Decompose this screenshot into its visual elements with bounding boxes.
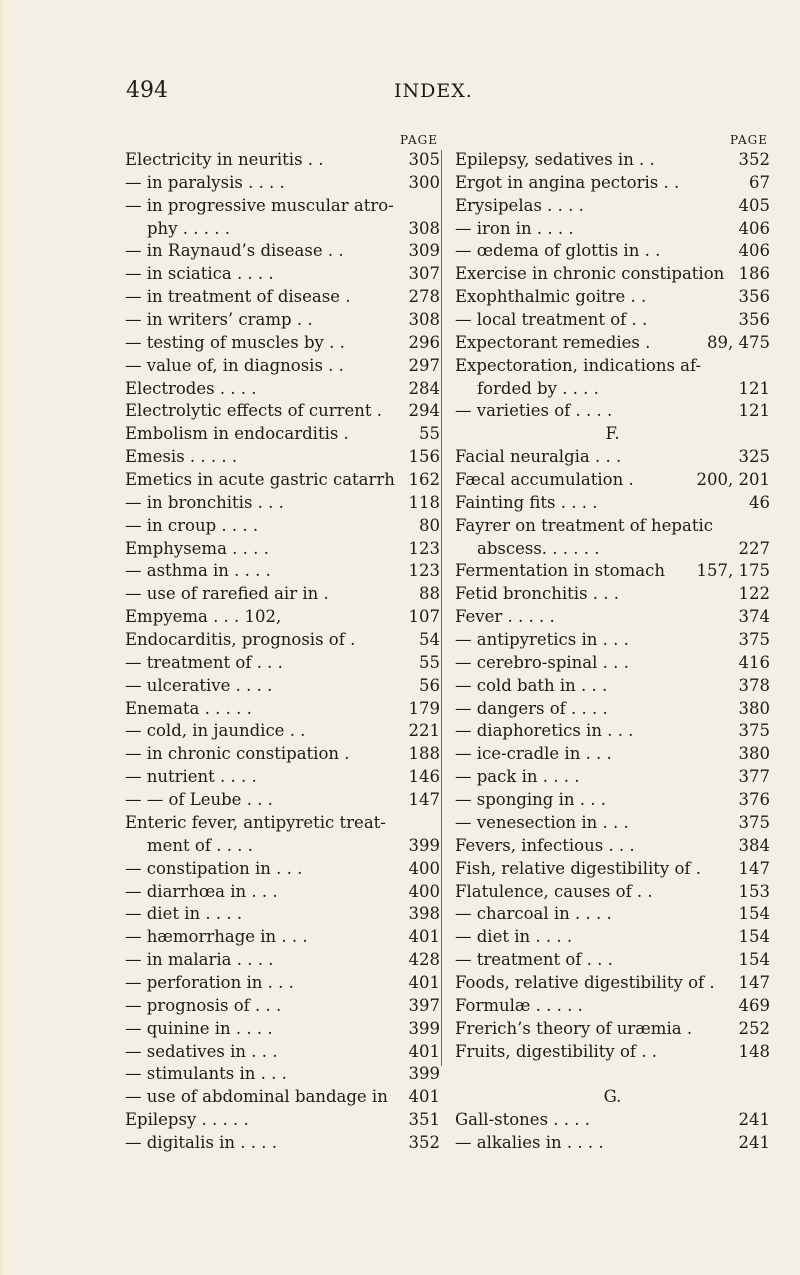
index-entry xyxy=(125,309,440,332)
index-entry-page: 428 xyxy=(408,950,440,970)
index-entry xyxy=(125,698,440,721)
index-entry-text: — in chronic constipation . xyxy=(125,744,350,764)
index-entry xyxy=(455,172,770,195)
index-entry-text: Exophthalmic goitre . . xyxy=(455,287,647,307)
index-entry-text: — in progressive muscular atro- xyxy=(125,195,394,215)
index-entry xyxy=(125,560,440,583)
index-entry xyxy=(125,629,440,652)
index-entry-text: — in sciatica . . . . xyxy=(125,264,274,284)
index-entry xyxy=(125,766,440,789)
page-column-label: PAGE xyxy=(400,133,438,147)
index-entry-text: — diaphoretics in . . . xyxy=(455,721,634,741)
index-entry-page: 406 xyxy=(738,218,770,238)
index-entry xyxy=(455,1109,770,1132)
index-entry-text: — in treatment of disease . xyxy=(125,287,351,307)
index-entry-text: — antipyretics in . . . xyxy=(455,630,629,650)
index-entry-page: 294 xyxy=(408,401,440,421)
index-entry xyxy=(455,1018,770,1041)
index-entry-text: — dangers of . . . . xyxy=(455,698,608,718)
index-entry-text: — diet in . . . . xyxy=(125,904,243,924)
index-entry-text: — venesection in . . . xyxy=(455,812,629,832)
index-entry xyxy=(455,332,770,355)
index-entry xyxy=(125,240,440,263)
index-entry-text: — cerebro-spinal . . . xyxy=(455,652,629,672)
index-entry-page: 188 xyxy=(408,744,440,764)
index-entry xyxy=(125,812,440,835)
index-entry xyxy=(455,972,770,995)
index-entry-text: Formulæ . . . . . xyxy=(455,995,583,1015)
index-entry-page: 147 xyxy=(738,858,770,878)
index-entry xyxy=(455,240,770,263)
index-entry xyxy=(125,1132,440,1155)
index-entry-text: — cold, in jaundice . . xyxy=(125,721,306,741)
index-entry-page: 400 xyxy=(408,881,440,901)
index-entry-page: 416 xyxy=(738,652,770,672)
index-entry-page: 55 xyxy=(419,424,440,444)
index-entry-text: — digitalis in . . . . xyxy=(125,1132,278,1152)
index-entry-text: Fever . . . . . xyxy=(455,607,555,627)
index-entry-page: 107 xyxy=(408,607,440,627)
index-entry-text: — varieties of . . . . xyxy=(455,401,613,421)
index-entry xyxy=(455,515,770,538)
index-entry-text: — œdema of glottis in . . xyxy=(455,241,661,261)
index-entry xyxy=(455,675,770,698)
index-entry-page: 148 xyxy=(738,1041,770,1061)
index-entry-text: — treatment of . . . xyxy=(125,652,283,672)
index-entry-page: 406 xyxy=(738,241,770,261)
index-entry-text: forded by . . . . xyxy=(477,378,599,398)
index-entry-text: — pack in . . . . xyxy=(455,767,580,787)
index-entry-page: 154 xyxy=(738,950,770,970)
index-entry-page: 157, 175 xyxy=(696,561,770,581)
index-entry-text: — in writers’ cramp . . xyxy=(125,310,313,330)
index-entry xyxy=(125,149,440,172)
index-entry xyxy=(455,743,770,766)
index-entry xyxy=(455,629,770,652)
index-entry xyxy=(125,469,440,492)
index-entry xyxy=(125,972,440,995)
index-entry xyxy=(455,698,770,721)
index-entry-page: 375 xyxy=(738,721,770,741)
index-entry-text: Flatulence, causes of . . xyxy=(455,881,653,901)
index-entry xyxy=(125,583,440,606)
index-entry-text: — testing of muscles by . . xyxy=(125,332,345,352)
index-entry xyxy=(125,1086,440,1109)
index-entry xyxy=(125,858,440,881)
index-entry-text: Empyema . . . 102, xyxy=(125,607,282,627)
index-entry-text: Fermentation in stomach xyxy=(455,561,665,581)
index-entry xyxy=(125,332,440,355)
index-entry-page: 309 xyxy=(408,241,440,261)
index-entry-page: 401 xyxy=(408,972,440,992)
index-entry xyxy=(125,949,440,972)
left-index-column xyxy=(125,132,440,1155)
index-entry-page: 305 xyxy=(408,150,440,169)
page-header xyxy=(126,78,726,108)
index-entry-text: Electrolytic effects of current . xyxy=(125,401,383,421)
right-index-column xyxy=(455,132,770,1155)
index-entry xyxy=(125,515,440,538)
index-entry-text: — asthma in . . . . xyxy=(125,561,271,581)
index-entry xyxy=(125,1109,440,1132)
section-letter: F. xyxy=(605,424,620,444)
index-entry-page: 374 xyxy=(738,607,770,627)
index-entry xyxy=(455,309,770,332)
index-entry-text: Fetid bronchitis . . . xyxy=(455,584,620,604)
index-entry xyxy=(455,1132,770,1155)
index-entry xyxy=(455,492,770,515)
index-entry-text: Expectorant remedies . xyxy=(455,332,651,352)
index-entry xyxy=(125,446,440,469)
index-entry xyxy=(125,606,440,629)
index-entry xyxy=(455,583,770,606)
index-entry-page: 380 xyxy=(738,744,770,764)
index-entry-page: 241 xyxy=(738,1132,770,1152)
index-entry xyxy=(455,263,770,286)
index-entry-page: 375 xyxy=(738,812,770,832)
index-entry xyxy=(455,789,770,812)
section-letter: G. xyxy=(603,1087,622,1107)
index-entry xyxy=(455,1041,770,1064)
index-entry xyxy=(125,1041,440,1064)
index-entry xyxy=(125,423,440,446)
index-entry xyxy=(455,858,770,881)
index-entry-text: Fevers, infectious . . . xyxy=(455,835,635,855)
index-entry xyxy=(455,378,770,401)
index-entry xyxy=(455,606,770,629)
index-entry-text: — quinine in . . . . xyxy=(125,1018,273,1038)
index-entry-page: 89, 475 xyxy=(707,332,770,352)
index-entry-page: 54 xyxy=(419,630,440,650)
index-entry-text: — in malaria . . . . xyxy=(125,950,274,970)
index-entry xyxy=(455,286,770,309)
index-entry-text: — in Raynaud’s disease . . xyxy=(125,241,344,261)
index-entry xyxy=(455,949,770,972)
index-entry-text: Gall-stones . . . . xyxy=(455,1110,590,1130)
index-entry-page: 88 xyxy=(419,584,440,604)
index-entry-page: 80 xyxy=(419,515,440,535)
index-entry-page: 147 xyxy=(408,790,440,810)
index-entry-text: — use of abdominal bandage in xyxy=(125,1087,388,1107)
index-entry-text: Erysipelas . . . . xyxy=(455,195,584,215)
index-entry-page: 146 xyxy=(408,767,440,787)
index-entry-page: 46 xyxy=(749,492,770,512)
index-entry-text: — perforation in . . . xyxy=(125,972,294,992)
index-entry-page: 384 xyxy=(738,835,770,855)
index-entry-text: Enteric fever, antipyretic treat- xyxy=(125,812,386,832)
index-entry xyxy=(125,926,440,949)
index-entry xyxy=(455,835,770,858)
index-entry xyxy=(125,172,440,195)
section-letter-heading xyxy=(455,423,770,446)
index-entry-text: — hæmorrhage in . . . xyxy=(125,927,308,947)
index-entry-page: 308 xyxy=(408,310,440,330)
index-entry-text: Enemata . . . . . xyxy=(125,698,252,718)
index-entry-page: 179 xyxy=(408,698,440,718)
index-entry-page: 352 xyxy=(738,150,770,169)
page-number: 494 xyxy=(126,78,168,103)
index-entry xyxy=(125,538,440,561)
index-entry-text: — sponging in . . . xyxy=(455,790,606,810)
index-entry xyxy=(125,1018,440,1041)
index-entry-page: 221 xyxy=(408,721,440,741)
index-entry-text: — charcoal in . . . . xyxy=(455,904,612,924)
index-entry xyxy=(455,195,770,218)
index-entry-text: Facial neuralgia . . . xyxy=(455,447,622,467)
index-entry-text: Fainting fits . . . . xyxy=(455,492,598,512)
page-column-label: PAGE xyxy=(730,133,768,147)
index-entry-page: 123 xyxy=(408,538,440,558)
index-entry-page: 227 xyxy=(738,538,770,558)
index-entry xyxy=(455,218,770,241)
index-entry xyxy=(125,743,440,766)
index-entry xyxy=(125,286,440,309)
index-entry-page: 378 xyxy=(738,675,770,695)
index-entry-page: 356 xyxy=(738,287,770,307)
index-entry-page: 297 xyxy=(408,355,440,375)
index-entry xyxy=(125,1063,440,1086)
index-entry xyxy=(455,149,770,172)
index-entry-page: 123 xyxy=(408,561,440,581)
index-entry-page: 241 xyxy=(738,1110,770,1130)
index-entry-text: — stimulants in . . . xyxy=(125,1064,287,1084)
index-entry-list xyxy=(455,149,770,1155)
index-entry-text: Foods, relative digestibility of . xyxy=(455,972,715,992)
index-entry-text: — ice-cradle in . . . xyxy=(455,744,612,764)
index-entry-text: Frerich’s theory of uræmia . xyxy=(455,1018,693,1038)
index-entry-page: 156 xyxy=(408,447,440,467)
index-entry-page: 400 xyxy=(408,858,440,878)
index-entry-page: 56 xyxy=(419,675,440,695)
index-entry-text: — — of Leube . . . xyxy=(125,790,273,810)
index-entry-page: 399 xyxy=(408,1018,440,1038)
index-entry-text: Embolism in endocarditis . xyxy=(125,424,349,444)
index-entry-text: — iron in . . . . xyxy=(455,218,574,238)
index-entry-text: — alkalies in . . . . xyxy=(455,1132,604,1152)
index-entry-text: — prognosis of . . . xyxy=(125,995,282,1015)
index-entry-text: — cold bath in . . . xyxy=(455,675,608,695)
index-entry xyxy=(455,995,770,1018)
index-entry-page: 401 xyxy=(408,927,440,947)
page-binding-edge xyxy=(0,0,14,1275)
index-entry xyxy=(455,881,770,904)
index-entry xyxy=(455,903,770,926)
index-entry xyxy=(125,263,440,286)
index-entry-text: — sedatives in . . . xyxy=(125,1041,278,1061)
index-entry-page: 377 xyxy=(738,767,770,787)
index-entry-page: 147 xyxy=(738,972,770,992)
index-entry-text: Ergot in angina pectoris . . xyxy=(455,172,680,192)
index-entry-page: 399 xyxy=(408,835,440,855)
index-entry xyxy=(455,1063,770,1086)
index-entry-text: — use of rarefied air in . xyxy=(125,584,329,604)
index-entry-page: 351 xyxy=(408,1110,440,1130)
index-entry xyxy=(125,675,440,698)
index-entry-text: ment of . . . . xyxy=(147,835,253,855)
index-entry xyxy=(125,195,440,218)
index-entry xyxy=(455,446,770,469)
index-entry-page: 67 xyxy=(749,172,770,192)
index-entry-text: Fish, relative digestibility of . xyxy=(455,858,701,878)
index-entry-text: Epilepsy . . . . . xyxy=(125,1110,249,1130)
index-entry-page: 307 xyxy=(408,264,440,284)
index-entry-text: abscess. . . . . . xyxy=(477,538,600,558)
index-entry-page: 284 xyxy=(408,378,440,398)
index-entry-page: 401 xyxy=(408,1041,440,1061)
index-entry-page: 375 xyxy=(738,630,770,650)
index-entry xyxy=(125,789,440,812)
index-entry-page: 405 xyxy=(738,195,770,215)
index-entry-page: 399 xyxy=(408,1064,440,1084)
index-entry-text: Fæcal accumulation . xyxy=(455,470,634,490)
index-entry-page: 278 xyxy=(408,287,440,307)
index-entry-page: 118 xyxy=(408,492,440,512)
index-entry xyxy=(125,400,440,423)
index-entry xyxy=(455,766,770,789)
index-entry-text: Emesis . . . . . xyxy=(125,447,238,467)
index-entry xyxy=(455,926,770,949)
index-entry xyxy=(455,538,770,561)
column-divider xyxy=(441,150,442,1066)
index-entry-text: Endocarditis, prognosis of . xyxy=(125,630,356,650)
index-entry-page: 252 xyxy=(738,1018,770,1038)
index-entry-text: Electricity in neuritis . . xyxy=(125,150,324,169)
index-entry-page: 398 xyxy=(408,904,440,924)
index-entry-text: Epilepsy, sedatives in . . xyxy=(455,150,655,169)
index-entry xyxy=(455,400,770,423)
index-entry xyxy=(125,652,440,675)
index-entry-page: 200, 201 xyxy=(696,470,770,490)
index-entry-page: 352 xyxy=(408,1132,440,1152)
index-entry xyxy=(455,652,770,675)
index-entry-page: 121 xyxy=(738,401,770,421)
index-entry xyxy=(455,469,770,492)
index-entry-text: — local treatment of . . xyxy=(455,310,648,330)
index-entry-text: — diarrhœa in . . . xyxy=(125,881,278,901)
index-entry xyxy=(125,903,440,926)
index-entry-text: — nutrient . . . . xyxy=(125,767,257,787)
index-entry-page: 325 xyxy=(738,447,770,467)
index-entry-page: 55 xyxy=(419,652,440,672)
index-entry xyxy=(455,812,770,835)
page-title: INDEX. xyxy=(394,80,473,102)
index-entry-text: phy . . . . . xyxy=(147,218,230,238)
index-entry-text: — treatment of . . . xyxy=(455,950,613,970)
index-entry-text: Emetics in acute gastric catarrh xyxy=(125,470,395,490)
index-entry-text: Fayrer on treatment of hepatic xyxy=(455,515,713,535)
index-entry-text: — in bronchitis . . . xyxy=(125,492,284,512)
index-entry-text: — in croup . . . . xyxy=(125,515,259,535)
index-entry-list xyxy=(125,149,440,1155)
index-entry xyxy=(125,995,440,1018)
index-entry-text: Exercise in chronic constipation xyxy=(455,264,725,284)
index-entry-page: 122 xyxy=(738,584,770,604)
index-entry-page: 469 xyxy=(738,995,770,1015)
index-entry-page: 153 xyxy=(738,881,770,901)
index-entry-page: 380 xyxy=(738,698,770,718)
index-entry-text: — constipation in . . . xyxy=(125,858,303,878)
index-entry-text: Expectoration, indications af- xyxy=(455,355,702,375)
index-entry-page: 154 xyxy=(738,904,770,924)
index-entry-text: — diet in . . . . xyxy=(455,927,573,947)
index-entry-page: 308 xyxy=(408,218,440,238)
index-entry xyxy=(125,355,440,378)
index-entry xyxy=(125,378,440,401)
index-entry xyxy=(125,720,440,743)
index-entry xyxy=(455,720,770,743)
index-entry-text: — ulcerative . . . . xyxy=(125,675,273,695)
index-entry-page: 376 xyxy=(738,790,770,810)
index-entry-page: 162 xyxy=(408,470,440,490)
index-entry-page: 401 xyxy=(408,1087,440,1107)
index-entry-text: Electrodes . . . . xyxy=(125,378,257,398)
index-entry xyxy=(455,560,770,583)
index-entry-page: 356 xyxy=(738,310,770,330)
index-entry xyxy=(125,881,440,904)
index-entry-page: 397 xyxy=(408,995,440,1015)
index-entry-page: 186 xyxy=(738,264,770,284)
index-entry xyxy=(125,835,440,858)
section-letter-heading xyxy=(455,1086,770,1109)
index-entry-text: — in paralysis . . . . xyxy=(125,172,285,192)
index-entry-text: — value of, in diagnosis . . xyxy=(125,355,344,375)
index-entry-page: 154 xyxy=(738,927,770,947)
index-entry-text: Fruits, digestibility of . . xyxy=(455,1041,657,1061)
index-entry-page: 121 xyxy=(738,378,770,398)
index-entry-page: 300 xyxy=(408,172,440,192)
index-entry xyxy=(455,355,770,378)
index-entry xyxy=(125,492,440,515)
index-entry-page: 296 xyxy=(408,332,440,352)
index-entry-text: Emphysema . . . . xyxy=(125,538,269,558)
index-entry xyxy=(125,218,440,241)
